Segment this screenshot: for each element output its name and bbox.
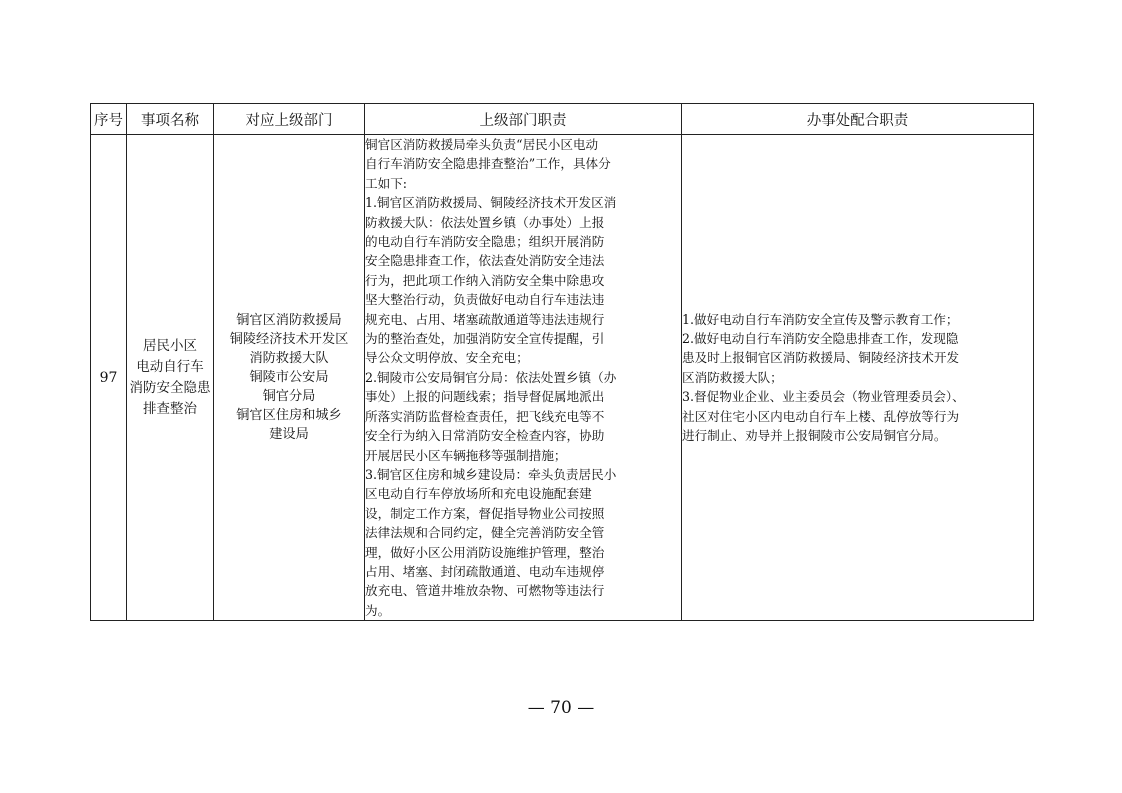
duty-line: 规充电、占用、堵塞疏散通道等违法违规行 [365, 311, 605, 327]
item-name-line: 排查整治 [143, 400, 197, 417]
duty-line: 3.铜官区住房和城乡建设局：牵头负责居民小 [365, 466, 617, 482]
row-number: 97 [91, 135, 127, 621]
duty-line: 铜官区消防救援局牵头负责“居民小区电动 [365, 137, 599, 152]
coop-line: 患及时上报铜官区消防救援局、铜陵经济技术开发 [682, 350, 960, 366]
duty-line: 占用、堵塞、封闭疏散通道、电动车违规停 [365, 563, 605, 579]
duty-line: 自行车消防安全隐患排查整治”工作，具体分 [365, 156, 611, 172]
duty-line: 行为，把此项工作纳入消防安全集中除患攻 [365, 272, 605, 288]
duty-line: 法律法规和合同约定，健全完善消防安全管 [365, 525, 605, 541]
coop-line: 2.做好电动自行车消防安全隐患排查工作，发现隐 [682, 331, 959, 347]
duty-line: 放充电、管道井堆放杂物、可燃物等违法行 [365, 583, 605, 599]
dept-line: 建设局 [269, 427, 309, 443]
office-coop-duty-cell [682, 135, 1034, 621]
dept-line: 铜官区住房和城乡 [236, 408, 342, 424]
duty-line: 设，制定工作方案，督促指导物业公司按照 [365, 505, 605, 521]
dept-line: 铜陵市公安局 [249, 370, 329, 386]
header-item-name: 事项名称 [127, 104, 214, 135]
duty-line: 事处）上报的问题线索；指导督促属地派出 [365, 389, 605, 405]
duty-line: 的电动自行车消防安全隐患；组织开展消防 [365, 234, 605, 250]
duty-line: 所落实消防监督检查责任，把飞线充电等不 [365, 408, 605, 424]
page-number: — 70 — [527, 698, 595, 718]
duty-line: 防救援大队：依法处置乡镇（办事处）上报 [365, 214, 605, 230]
duty-line: 区电动自行车停放场所和充电设施配套建 [365, 486, 592, 502]
duty-line: 为的整治查处，加强消防安全宣传提醒，引 [365, 331, 605, 347]
header-superior-duty: 上级部门职责 [365, 104, 682, 135]
duty-line: 坚大整治行动，负责做好电动自行车违法违 [365, 292, 605, 308]
coop-line: 进行制止、劝导并上报铜陵市公安局铜官分局。 [682, 428, 947, 444]
dept-line: 铜官分局 [262, 389, 316, 405]
header-number: 序号 [91, 104, 127, 135]
dept-line: 铜陵经济技术开发区 [229, 332, 349, 348]
dept-line: 消防救援大队 [249, 351, 329, 367]
duty-line: 工如下: [365, 175, 408, 191]
item-name-line: 电动自行车 [136, 358, 204, 375]
coop-line: 区消防救援大队； [682, 369, 783, 385]
duty-line: 2.铜陵市公安局铜官分局：依法处置乡镇（办 [365, 369, 617, 385]
coop-line: 1.做好电动自行车消防安全宣传及警示教育工作； [682, 311, 959, 327]
duty-line: 1.铜官区消防救援局、铜陵经济技术开发区消 [365, 195, 617, 211]
coop-line: 社区对住宅小区内电动自行车上楼、乱停放等行为 [682, 408, 960, 424]
duty-line: 为。 [365, 602, 391, 618]
dept-line: 铜官区消防救援局 [236, 313, 342, 329]
header-office-coop-duty: 办事处配合职责 [682, 104, 1034, 135]
duty-line: 安全隐患排查工作，依法查处消防安全违法 [365, 253, 605, 269]
duty-line: 理，做好小区公用消防设施维护管理，整治 [365, 544, 605, 560]
superior-dept-cell [214, 135, 365, 621]
item-name-line: 消防安全隐患 [129, 379, 211, 396]
duty-line: 安全行为纳入日常消防安全检查内容，协助 [365, 428, 605, 444]
header-row [91, 104, 1034, 135]
item-name-cell [127, 135, 214, 621]
duty-line: 导公众文明停放、安全充电； [365, 350, 529, 366]
item-name-line: 居民小区 [143, 337, 197, 354]
coop-line: 3.督促物业企业、业主委员会（物业管理委员会）、 [682, 389, 965, 405]
duty-line: 开展居民小区车辆拖移等强制措施； [365, 447, 567, 463]
duty-table [90, 103, 1034, 621]
superior-duty-cell [365, 135, 682, 621]
table-row [91, 135, 1034, 621]
header-superior-dept: 对应上级部门 [214, 104, 365, 135]
